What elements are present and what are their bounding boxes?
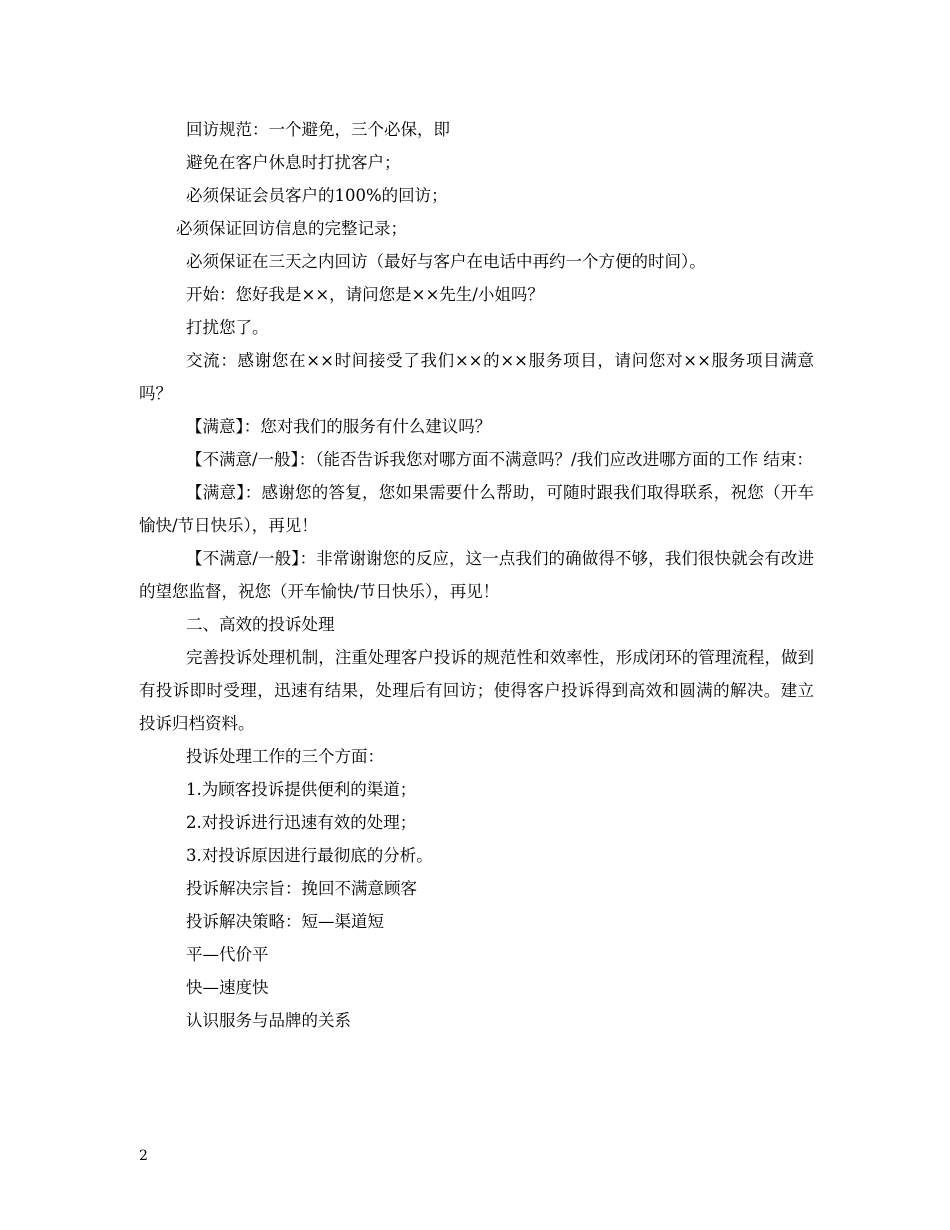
list-item-channel: 1.为顾客投诉提供便利的渠道； — [186, 780, 417, 799]
document-body — [139, 113, 814, 1037]
paragraph-communication: 交流：感谢您在××时间接受了我们××的××服务项目，请问您对××服务项目满意吗？ — [139, 351, 814, 403]
paragraph-satisfied-ending: 【满意】：感谢您的答复，您如果需要什么帮助，可随时跟我们取得联系，祝您（开车愉快/节日快乐），再见！ — [139, 483, 814, 535]
paragraph-visit-rules: 回访规范：一个避免，三个必保，即 — [186, 120, 450, 139]
list-item-analysis: 3.对投诉原因进行最彻底的分析。 — [186, 846, 433, 865]
paragraph-strategy: 投诉解决策略：短—渠道短 — [186, 912, 384, 931]
page-number: 2 — [139, 1148, 148, 1164]
paragraph-complete-record: 必须保证回访信息的完整记录； — [176, 219, 407, 238]
paragraph-unsatisfied-question: 【不满意/一般】：（能否告诉我您对哪方面不满意吗？/我们应改进哪方面的工作 结束： — [186, 450, 813, 469]
list-item-handling: 2.对投诉进行迅速有效的处理； — [186, 813, 417, 832]
paragraph-complaint-mechanism: 完善投诉处理机制，注重处理客户投诉的规范性和效率性，形成闭环的管理流程，做到有投诉即时受理，迅速有结果，处理后有回访；使得客户投诉得到高效和圆满的解决。建立投诉归档资料。 — [139, 648, 814, 733]
paragraph-three-days: 必须保证在三天之内回访（最好与客户在电话中再约一个方便的时间）。 — [186, 252, 706, 271]
section-heading-complaints: 二、高效的投诉处理 — [186, 615, 335, 634]
paragraph-brand-relation: 认识服务与品牌的关系 — [186, 1011, 351, 1030]
paragraph-unsatisfied-ending: 【不满意/一般】：非常谢谢您的反应，这一点我们的确做得不够，我们很快就会有改进的望您监督，祝您（开车愉快/节日快乐），再见！ — [139, 549, 814, 601]
paragraph-speed: 快—速度快 — [186, 978, 269, 997]
paragraph-cost: 平—代价平 — [186, 945, 269, 964]
paragraph-disturb: 打扰您了。 — [186, 318, 269, 337]
paragraph-start: 开始：您好我是××，请问您是××先生/小姐吗？ — [186, 285, 544, 304]
paragraph-member-visit: 必须保证会员客户的100%的回访； — [186, 186, 448, 205]
paragraph-three-aspects: 投诉处理工作的三个方面： — [186, 747, 384, 766]
paragraph-satisfied-question: 【满意】：您对我们的服务有什么建议吗？ — [186, 417, 492, 436]
paragraph-avoid-disturb: 避免在客户休息时打扰客户； — [186, 153, 401, 172]
paragraph-purpose: 投诉解决宗旨：挽回不满意顾客 — [186, 879, 417, 898]
